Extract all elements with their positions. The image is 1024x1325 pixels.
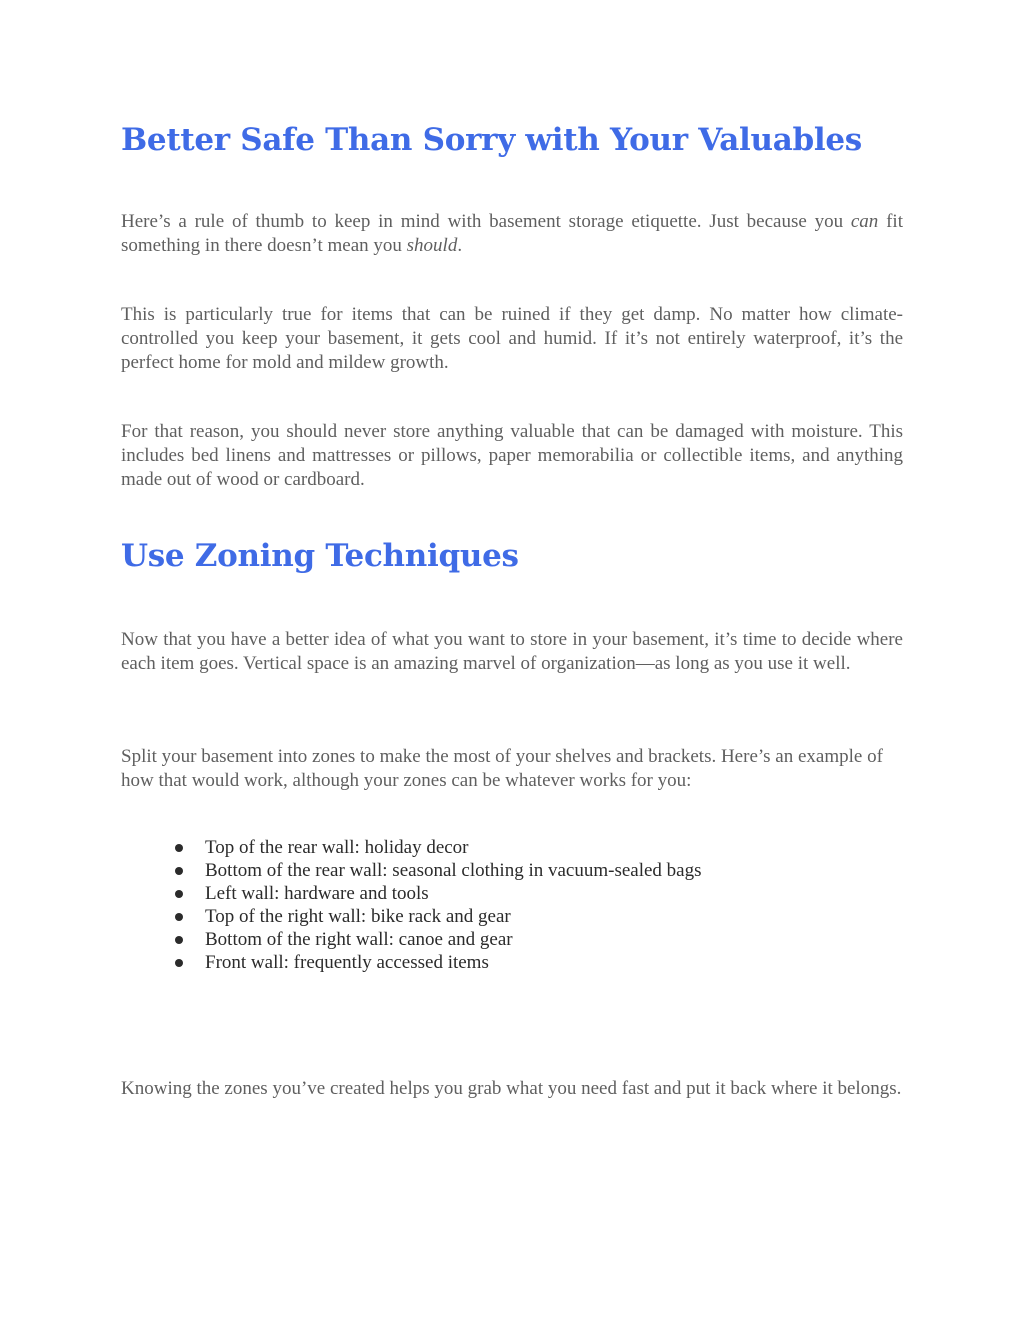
paragraph-moisture: For that reason, you should never store anything valuable that can be damaged with moisture. This includes bed linens and mattresses or pillows, paper memorabilia or collectible items, and anything made out of wood or cardboard.: [121, 421, 903, 490]
list-item: [173, 836, 702, 859]
emphasis-can: can: [850, 211, 879, 232]
list-item: [173, 882, 702, 905]
paragraph-damp-items: This is particularly true for items that can be ruined if they get damp. No matter how climate-controlled you keep your basement, it gets cool and humid. If it’s not entirely waterproof, it’s the perfect home for mold and mildew growth.: [121, 304, 903, 373]
list-item-text: Bottom of the right wall: canoe and gear: [205, 929, 513, 950]
heading-valuables: Better Safe Than Sorry with Your Valuables: [121, 122, 862, 158]
list-item: [173, 951, 702, 974]
paragraph-vertical-space: Now that you have a better idea of what you want to store in your basement, it’s time to decide where each item goes. Vertical space is an amazing marvel of organization—as long as you use it well.: [121, 629, 903, 674]
paragraph-text: fit something in there doesn’t mean you: [121, 211, 903, 256]
list-item-text: Front wall: frequently accessed items: [205, 952, 489, 973]
emphasis-should: should: [406, 235, 458, 256]
bullet-icon: [175, 936, 183, 944]
list-item: [173, 859, 702, 882]
bullet-icon: [175, 844, 183, 852]
bullet-icon: [175, 959, 183, 967]
bullet-icon: [175, 867, 183, 875]
list-item-text: Bottom of the rear wall: seasonal clothing in vacuum-sealed bags: [205, 860, 702, 881]
zones-list: [173, 836, 702, 974]
list-item-text: Top of the rear wall: holiday decor: [205, 837, 469, 858]
list-item: [173, 928, 702, 951]
heading-zoning: Use Zoning Techniques: [121, 538, 519, 574]
bullet-icon: [175, 890, 183, 898]
paragraph-split-zones: Split your basement into zones to make the most of your shelves and brackets. Here’s an example of how that would work, although your zones can be whatever works for you:: [121, 746, 883, 791]
list-item: [173, 905, 702, 928]
paragraph-text: .: [457, 235, 463, 256]
paragraph-text: Here’s a rule of thumb to keep in mind with basement storage etiquette. Just because you: [121, 211, 851, 232]
list-item-text: Top of the right wall: bike rack and gear: [205, 906, 511, 927]
paragraph-rule-of-thumb: [121, 210, 903, 258]
bullet-icon: [175, 913, 183, 921]
paragraph-knowing-zones: Knowing the zones you’ve created helps you grab what you need fast and put it back where it belongs.: [121, 1078, 902, 1099]
list-item-text: Left wall: hardware and tools: [205, 883, 429, 904]
